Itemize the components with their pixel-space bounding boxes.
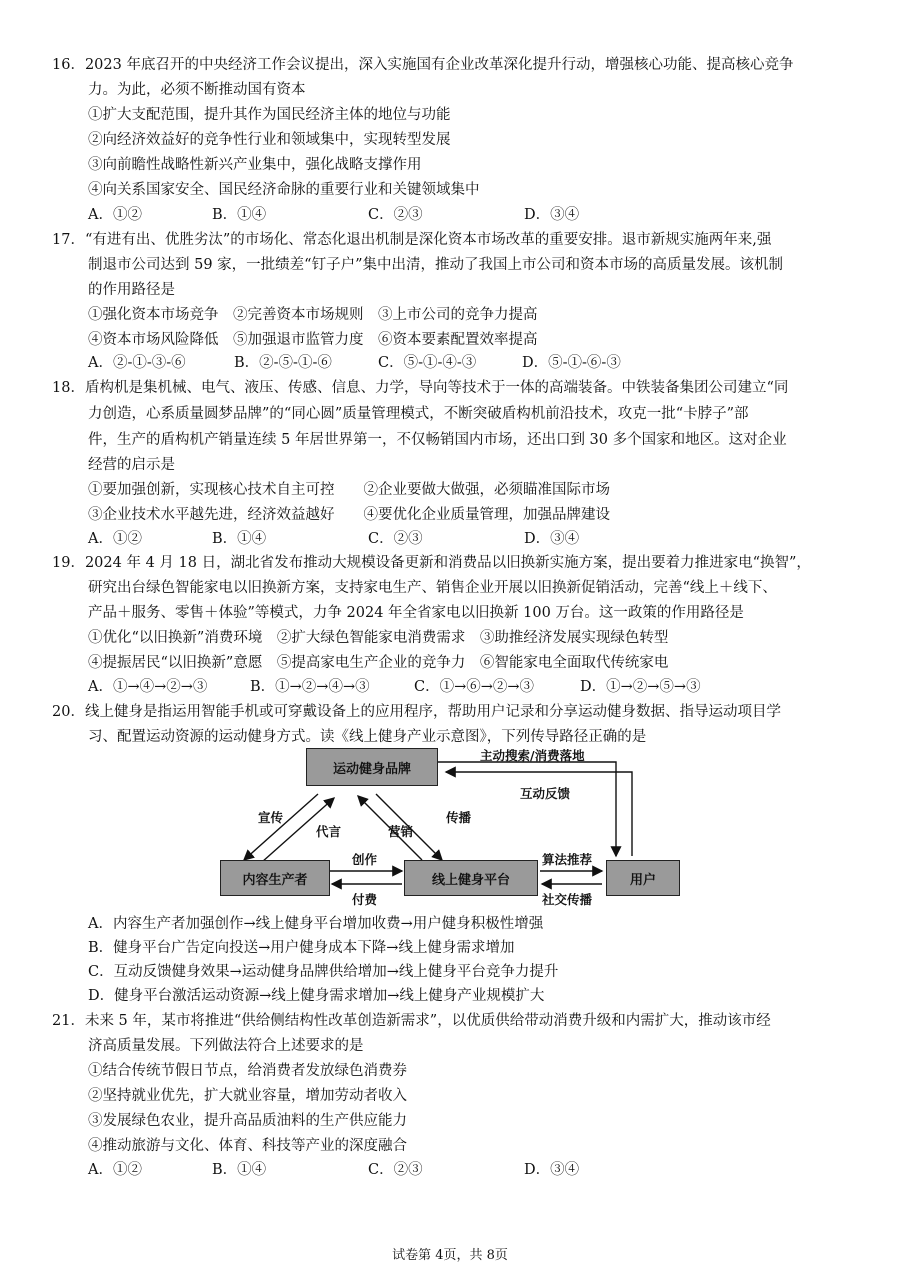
q17-option-a: A．②-①-③-⑥ (88, 355, 186, 371)
q21-item-3: ③发展绿色农业，提升高品质油料的生产供应能力 (88, 1113, 407, 1129)
q21-item-2: ②坚持就业优先，扩大就业容量，增加劳动者收入 (88, 1088, 407, 1104)
q18-item-row1: ①要加强创新，实现核心技术自主可控 ②企业要做大做强，必须瞄准国际市场 (88, 482, 610, 498)
q20-stem-line2: 习、配置运动资源的运动健身方式。读《线上健身产业示意图》，下列传导路径正确的是 (88, 729, 647, 745)
q20-stem-line1: 20．线上健身是指运用智能手机或可穿戴设备上的应用程序，帮助用户记录和分享运动健身数据、指导运动项目学 (52, 704, 781, 720)
q18-option-c: C．②③ (368, 531, 423, 547)
q19-option-a: A．①→④→②→③ (88, 679, 208, 695)
label-feedback: 互动反馈 (520, 786, 571, 801)
q18-option-b: B．①④ (212, 531, 267, 547)
box-platform: 线上健身平台 (404, 860, 538, 896)
box-user: 用户 (606, 860, 680, 896)
q21-stem-line2: 济高质量发展。下列做法符合上述要求的是 (88, 1038, 364, 1054)
q18-stem-line3: 件，生产的盾构机产销量连续 5 年居世界第一，不仅畅销国内市场，还出口到 30 多个国家和地区。这对企业 (88, 432, 787, 448)
q16-option-d: D．③④ (524, 207, 580, 223)
q17-option-c: C．⑤-①-④-③ (378, 355, 477, 371)
label-spread: 传播 (446, 810, 472, 825)
q19-item-row2: ④提振居民“以旧换新”意愿 ⑤提高家电生产企业的竞争力 ⑥智能家电全面取代传统家电 (88, 655, 669, 671)
q17-option-b: B．②-⑤-①-⑥ (234, 355, 332, 371)
q16-item-2: ②向经济效益好的竞争性行业和领域集中，实现转型发展 (88, 132, 451, 148)
q18-stem-line1: 18．盾构机是集机械、电气、液压、传感、信息、力学，导向等技术于一体的高端装备。中铁装备集团公司建立“同 (52, 380, 789, 396)
industry-diagram (210, 744, 690, 912)
box-producer: 内容生产者 (220, 860, 330, 896)
label-pay: 付费 (352, 892, 378, 907)
page-footer: 试卷第 4页，共 8页 (392, 1248, 508, 1263)
label-social: 社交传播 (542, 892, 593, 907)
label-algo: 算法推荐 (542, 852, 593, 867)
q16-item-4: ④向关系国家安全、国民经济命脉的重要行业和关键领域集中 (88, 182, 480, 198)
q19-item-row1: ①优化“以旧换新”消费环境 ②扩大绿色智能家电消费需求 ③助推经济发展实现绿色转型 (88, 630, 669, 646)
q21-option-d: D．③④ (524, 1162, 580, 1178)
q18-option-d: D．③④ (524, 531, 580, 547)
box-brand: 运动健身品牌 (306, 748, 438, 786)
q18-stem-line4: 经营的启示是 (88, 457, 175, 473)
q17-option-d: D．⑤-①-⑥-③ (522, 355, 621, 371)
label-search: 主动搜索/消费落地 (480, 748, 585, 763)
q17-stem-line1: 17．“有进有出、优胜劣汰”的市场化、常态化退出机制是深化资本市场改革的重要安排。退市新规实施两年来,强 (52, 232, 772, 248)
q20-option-b: B．健身平台广告定向投送→用户健身成本下降→线上健身需求增加 (88, 940, 515, 956)
q19-stem-line3: 产品＋服务、零售＋体验”等模式，力争 2024 年全省家电以旧换新 100 万台。这一政策的作用路径是 (88, 605, 744, 621)
q16-item-3: ③向前瞻性战略性新兴产业集中，强化战略支撑作用 (88, 157, 422, 173)
arrow-publicity (244, 794, 318, 860)
q21-option-b: B．①④ (212, 1162, 267, 1178)
q20-option-a: A．内容生产者加强创作→线上健身平台增加收费→用户健身积极性增强 (88, 916, 544, 932)
label-marketing: 营销 (388, 824, 414, 839)
q18-option-a: A．①② (88, 531, 142, 547)
q21-option-a: A．①② (88, 1162, 142, 1178)
q18-item-row2: ③企业技术水平越先进，经济效益越好 ④要优化企业质量管理，加强品牌建设 (88, 507, 610, 523)
label-endorse: 代言 (316, 824, 342, 839)
q21-option-c: C．②③ (368, 1162, 423, 1178)
q20-option-c: C．互动反馈健身效果→运动健身品牌供给增加→线上健身平台竞争力提升 (88, 964, 559, 980)
q17-stem-line2: 制退市公司达到 59 家，一批绩差“钉子户”集中出清，推动了我国上市公司和资本市场的高质量发展。该机制 (88, 257, 783, 273)
q19-option-c: C．①→⑥→②→③ (414, 679, 535, 695)
q19-option-d: D．①→②→⑤→③ (580, 679, 701, 695)
q17-item-row1: ①强化资本市场竞争 ②完善资本市场规则 ③上市公司的竞争力提高 (88, 307, 538, 323)
q21-item-4: ④推动旅游与文化、体育、科技等产业的深度融合 (88, 1138, 407, 1154)
q16-stem-line1: 16．2023 年底召开的中央经济工作会议提出，深入实施国有企业改革深化提升行动，增强核心功能、提高核心竞争 (52, 57, 794, 73)
q16-option-b: B．①④ (212, 207, 267, 223)
q18-stem-line2: 力创造，心系质量圆梦品牌”的“同心圆”质量管理模式，不断突破盾构机前沿技术，攻克一批“卡脖子”部 (88, 406, 749, 422)
q16-option-a: A．①② (88, 207, 142, 223)
q16-stem-line2: 力。为此，必须不断推动国有资本 (88, 82, 306, 98)
q16-item-1: ①扩大支配范围，提升其作为国民经济主体的地位与功能 (88, 107, 451, 123)
q21-stem-line1: 21．未来 5 年，某市将推进“供给侧结构性改革创造新需求”，以优质供给带动消费升级和内需扩大，推动该市经 (52, 1013, 771, 1029)
q19-stem-line2: 研究出台绿色智能家电以旧换新方案，支持家电生产、销售企业开展以旧换新促销活动，完善“线上＋线下、 (88, 580, 777, 596)
label-publicity: 宣传 (258, 810, 284, 825)
q16-option-c: C．②③ (368, 207, 423, 223)
q19-option-b: B．①→②→④→③ (250, 679, 370, 695)
q20-option-d: D．健身平台激活运动资源→线上健身需求增加→线上健身产业规模扩大 (88, 988, 545, 1004)
label-create: 创作 (352, 852, 378, 867)
q21-item-1: ①结合传统节假日节点，给消费者发放绿色消费券 (88, 1063, 407, 1079)
q17-stem-line3: 的作用路径是 (88, 282, 175, 298)
q19-stem-line1: 19．2024 年 4 月 18 日，湖北省发布推动大规模设备更新和消费品以旧换新实施方案，提出要着力推进家电“换智”， (52, 555, 811, 571)
q17-item-row2: ④资本市场风险降低 ⑤加强退市监管力度 ⑥资本要素配置效率提高 (88, 332, 538, 348)
